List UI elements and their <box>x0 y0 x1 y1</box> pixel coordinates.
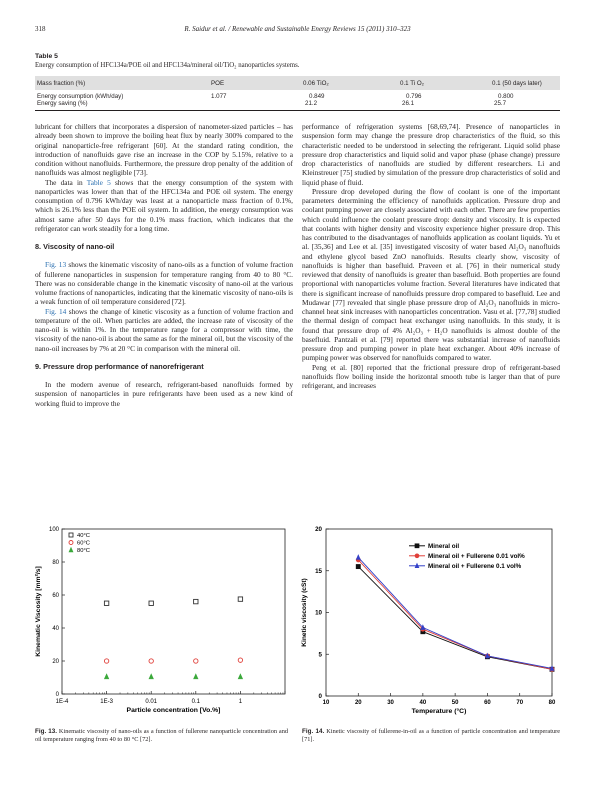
paragraph: In the modern avenue of research, refrigerant-based nanofluids formed by suspension of nanoparticles in pure refrigerants have been used as a new kind of working fluid to improve the <box>35 380 293 408</box>
legend-label: Mineral oil + Fullerene 0.01 vol% <box>428 553 525 560</box>
right-column <box>302 122 560 390</box>
data-point <box>194 674 198 679</box>
x-tick-label: 20 <box>354 700 362 706</box>
data-point <box>238 674 242 679</box>
data-point <box>104 601 108 605</box>
section-heading: 8. Viscosity of nano-oil <box>35 242 115 251</box>
x-tick-label: 1E-3 <box>100 699 113 705</box>
data-point <box>69 541 73 545</box>
fig14-caption: Fig. 14. Kinetic viscosity of fullerene-in-oil as a function of particle concentration and temperature [71]. <box>302 728 560 743</box>
data-point <box>104 659 108 663</box>
table-header-cell: POE <box>209 76 301 90</box>
data-point <box>104 674 108 679</box>
y-tick-label: 100 <box>48 527 59 533</box>
data-point <box>149 601 153 605</box>
y-tick-label: 60 <box>52 593 59 599</box>
data-point <box>69 533 73 537</box>
paragraph: The data in Table 5 shows that the energy consumption of the system with nanoparticles was lower than that of the HFC134a and POE oil system. The energy consumption of 0.796 kWh/day was least at a nanoparticle mass fraction of 0.1%, which is 26.1% less than the POE oil system. In addition, the energy consumption was almost same after 50 days for the 0.1% mass fraction, which indicates that the refrigerator can work steadily for a long time. <box>35 177 293 233</box>
y-axis-label: Kinetic viscosity (cSt) <box>301 578 308 647</box>
x-axis-label: Particle concentration [Vo.%] <box>126 707 221 714</box>
table-row <box>35 100 560 111</box>
data-point <box>238 658 242 662</box>
journal-citation: R. Saidur et al. / Renewable and Sustainable Energy Reviews 15 (2011) 310–323 <box>184 25 411 33</box>
table-header-cell: 0.1 (50 days later) <box>490 76 560 90</box>
y-axis-label: Kinematic Viscosity [mm²/s] <box>35 566 42 657</box>
y-tick-label: 80 <box>52 560 59 566</box>
page-number: 318 <box>35 25 46 33</box>
table-row-label: Energy saving (%) <box>35 100 209 111</box>
series-line <box>358 557 552 668</box>
data-point <box>149 674 153 679</box>
y-tick-label: 20 <box>315 526 322 534</box>
x-tick-label: 30 <box>387 700 394 706</box>
fig13-chart <box>30 522 292 720</box>
y-tick-label: 0 <box>318 693 322 701</box>
energy-table <box>35 76 560 111</box>
paragraph: Pressure drop developed during the flow of coolant is one of the important parameters determining the efficiency of nanofluids application. Pressure drop and coolant pumping power are closely associated with each other. There are few properties which could influence the coolant pressure drop: density and viscosity. It is expected that coolants with higher density and viscosity experience higher pressure drop. This has contributed to the disadvantages of nanofluids application as coolant liquids. Yu et al. [35,36] and Lee et al. [35] investigated viscosity of water based Al₂O₃ nanofluids and ethylene glycol based ZnO nanofluids. Results clearly show, viscosity of nanofluids is higher than basefluid. Praveen et al. [76] in their numerical study reviewed that density of nanofluids is greater than basefluid. Both properties are found proportional with nanoparticles volume fraction. Several literatures have indicated that there is significant increase of nanofluids pressure drop compared to basefluid. Lee and Mudawar [77] revealed that single phase pressure drop of Al₂O₃ nanofluids in micro-channel heat sink increases with nanoparticles concentration. Vasu et al. [77,78] studied the thermal design of compact heat exchanger using nanofluids. In this study, it is found that pressure drop of 4% Al₂O₃ + H₂O nanofluids is almost double of the basefluid. Pantzali et al. [79] reported there was substantial increase of nanofluids pressure drop and pumping power in plate heat exchanger. About 40% increase of pumping power was observed for nanofluids compared to water. <box>302 186 560 363</box>
x-tick-label: 60 <box>484 700 491 706</box>
y-tick-label: 20 <box>52 659 59 665</box>
paragraph: Fig. 14 shows the change of kinetic viscosity as a function of volume fraction and temperature of the oil. When particles are added, the increase rate of viscosity of the nano-oil is within 1%. In the temperature range for a compressor with time, the viscosity of the nano-oil is about the same as for the mineral oil, but the viscosity of the nano-oil increases by 7% at 20 °C in comparison with the mineral oil. <box>35 306 293 353</box>
x-axis-label: Temperature (°C) <box>411 708 467 715</box>
legend-label: 80°C <box>77 548 90 554</box>
legend-label: 40°C <box>77 533 90 539</box>
x-tick-label: 1 <box>238 699 243 705</box>
fig14-chart <box>296 522 561 720</box>
table-cell: 0.796 <box>406 93 422 100</box>
data-point <box>194 599 198 603</box>
table-row <box>35 90 560 100</box>
x-tick-label: 40 <box>419 700 427 706</box>
left-column <box>35 122 293 408</box>
series-line <box>358 560 552 669</box>
data-point <box>238 597 242 601</box>
table-header-cell: Mass fraction (%) <box>35 76 209 90</box>
table-link[interactable]: Table 5 <box>86 177 111 187</box>
plot-frame <box>62 529 285 694</box>
y-tick-label: 5 <box>318 651 322 659</box>
paragraph: lubricant for chillers that incorporates a dispersion of nanometer-sized particles – has already been shown to improve the boiling heat flux by nearly 300% compared to the original nanoparticle-free refrigerant [60]. At the standard rating condition, the introduction of nanofluids gave rise an increase in the COP by 5.15%, relative to a condition without nanofluids. Furthermore, the pressure drop penalty of the addition of nanofluids was almost negligible [73]. <box>35 122 293 178</box>
figure-link[interactable]: Fig. 14 <box>45 306 67 316</box>
table-cell: 0.849 <box>309 93 325 100</box>
data-point <box>194 659 198 663</box>
paragraph: performance of refrigeration systems [68,69,74]. Presence of nanoparticles in suspension form may change the pressure drop characteristics of the fluid, so this characteristic needed to be understood in selecting the refrigerant. Liquid solid phase pressure drop characteristics and liquid solid and vapor phase (phase change) pressure drop characteristics of nanofluids are studied by different researchers. Li and Kleinstreuer [75] studied by simulation of the pressure drop characteristics of solid and liquid phase of fluid. <box>302 122 560 187</box>
x-tick-label: 0.1 <box>191 699 200 705</box>
x-tick-label: 70 <box>516 700 524 706</box>
x-tick-label: 80 <box>548 700 556 706</box>
y-tick-label: 0 <box>55 692 59 698</box>
data-point <box>356 555 360 560</box>
table-header-cell: 0.1 Ti O₂ <box>398 76 490 90</box>
x-tick-label: 0.01 <box>145 699 158 705</box>
table-caption <box>35 53 560 70</box>
y-tick-label: 15 <box>315 567 322 575</box>
legend-label: Mineral oil <box>428 543 460 550</box>
table-cell: 26.1 <box>398 100 490 111</box>
series-line <box>358 567 552 670</box>
x-tick-label: 10 <box>322 700 330 706</box>
legend-label: 60°C <box>77 540 90 547</box>
paragraph: Fig. 13 shows the kinematic viscosity of nano-oils as a function of volume fraction of fullerene nanoparticles in suspension for temperature ranging from 40 to 80 °C. There was no considerable change in the kinematic viscosity of nano-oil at the various volume fractions of nanoparticles, indicating that the kinematic viscosity of nano-oils is a weak function of oil temperature considered [72]. <box>35 260 293 307</box>
data-point <box>149 659 153 663</box>
table-header-cell: 0.06 TiO₂ <box>301 76 398 90</box>
running-header <box>35 25 560 37</box>
y-tick-label: 10 <box>315 609 322 617</box>
table-cell: 25.7 <box>490 100 560 111</box>
table-cell <box>209 100 301 111</box>
section-heading: 9. Pressure drop performance of nanorefrigerant <box>35 361 204 371</box>
legend-label: Mineral oil + Fullerene 0.1 vol% <box>428 563 522 570</box>
x-tick-label: 1E-4 <box>55 699 69 705</box>
y-tick-label: 40 <box>52 626 59 632</box>
data-point <box>415 544 419 548</box>
figure-link[interactable]: Fig. 13 <box>45 260 67 270</box>
table-label: Table 5 <box>35 53 58 60</box>
data-point <box>69 548 73 553</box>
table-caption-text: Energy consumption of HFC134a/POE oil and HFC134a/mineral oil/TiO₂ nanoparticles systems. <box>35 61 300 69</box>
data-point <box>356 565 360 569</box>
paragraph: Peng et al. [80] reported that the frictional pressure drop of refrigerant-based nanofluids flow boiling inside the horizontal smooth tube is larger than that of pure refrigerant, and increases <box>302 362 560 390</box>
table-cell: 0.800 <box>498 93 514 100</box>
fig13-caption: Fig. 13. Kinematic viscosity of nano-oils as a function of fullerene nanoparticle concentration and oil temperature ranging from 40 to 80 °C [72]. <box>35 728 289 743</box>
table-cell: 21.2 <box>301 100 398 111</box>
table-row-label: Energy consumption (kWh/day) <box>37 93 124 100</box>
x-tick-label: 50 <box>451 700 459 706</box>
table-cell: 1.077 <box>211 93 227 100</box>
data-point <box>415 554 419 558</box>
